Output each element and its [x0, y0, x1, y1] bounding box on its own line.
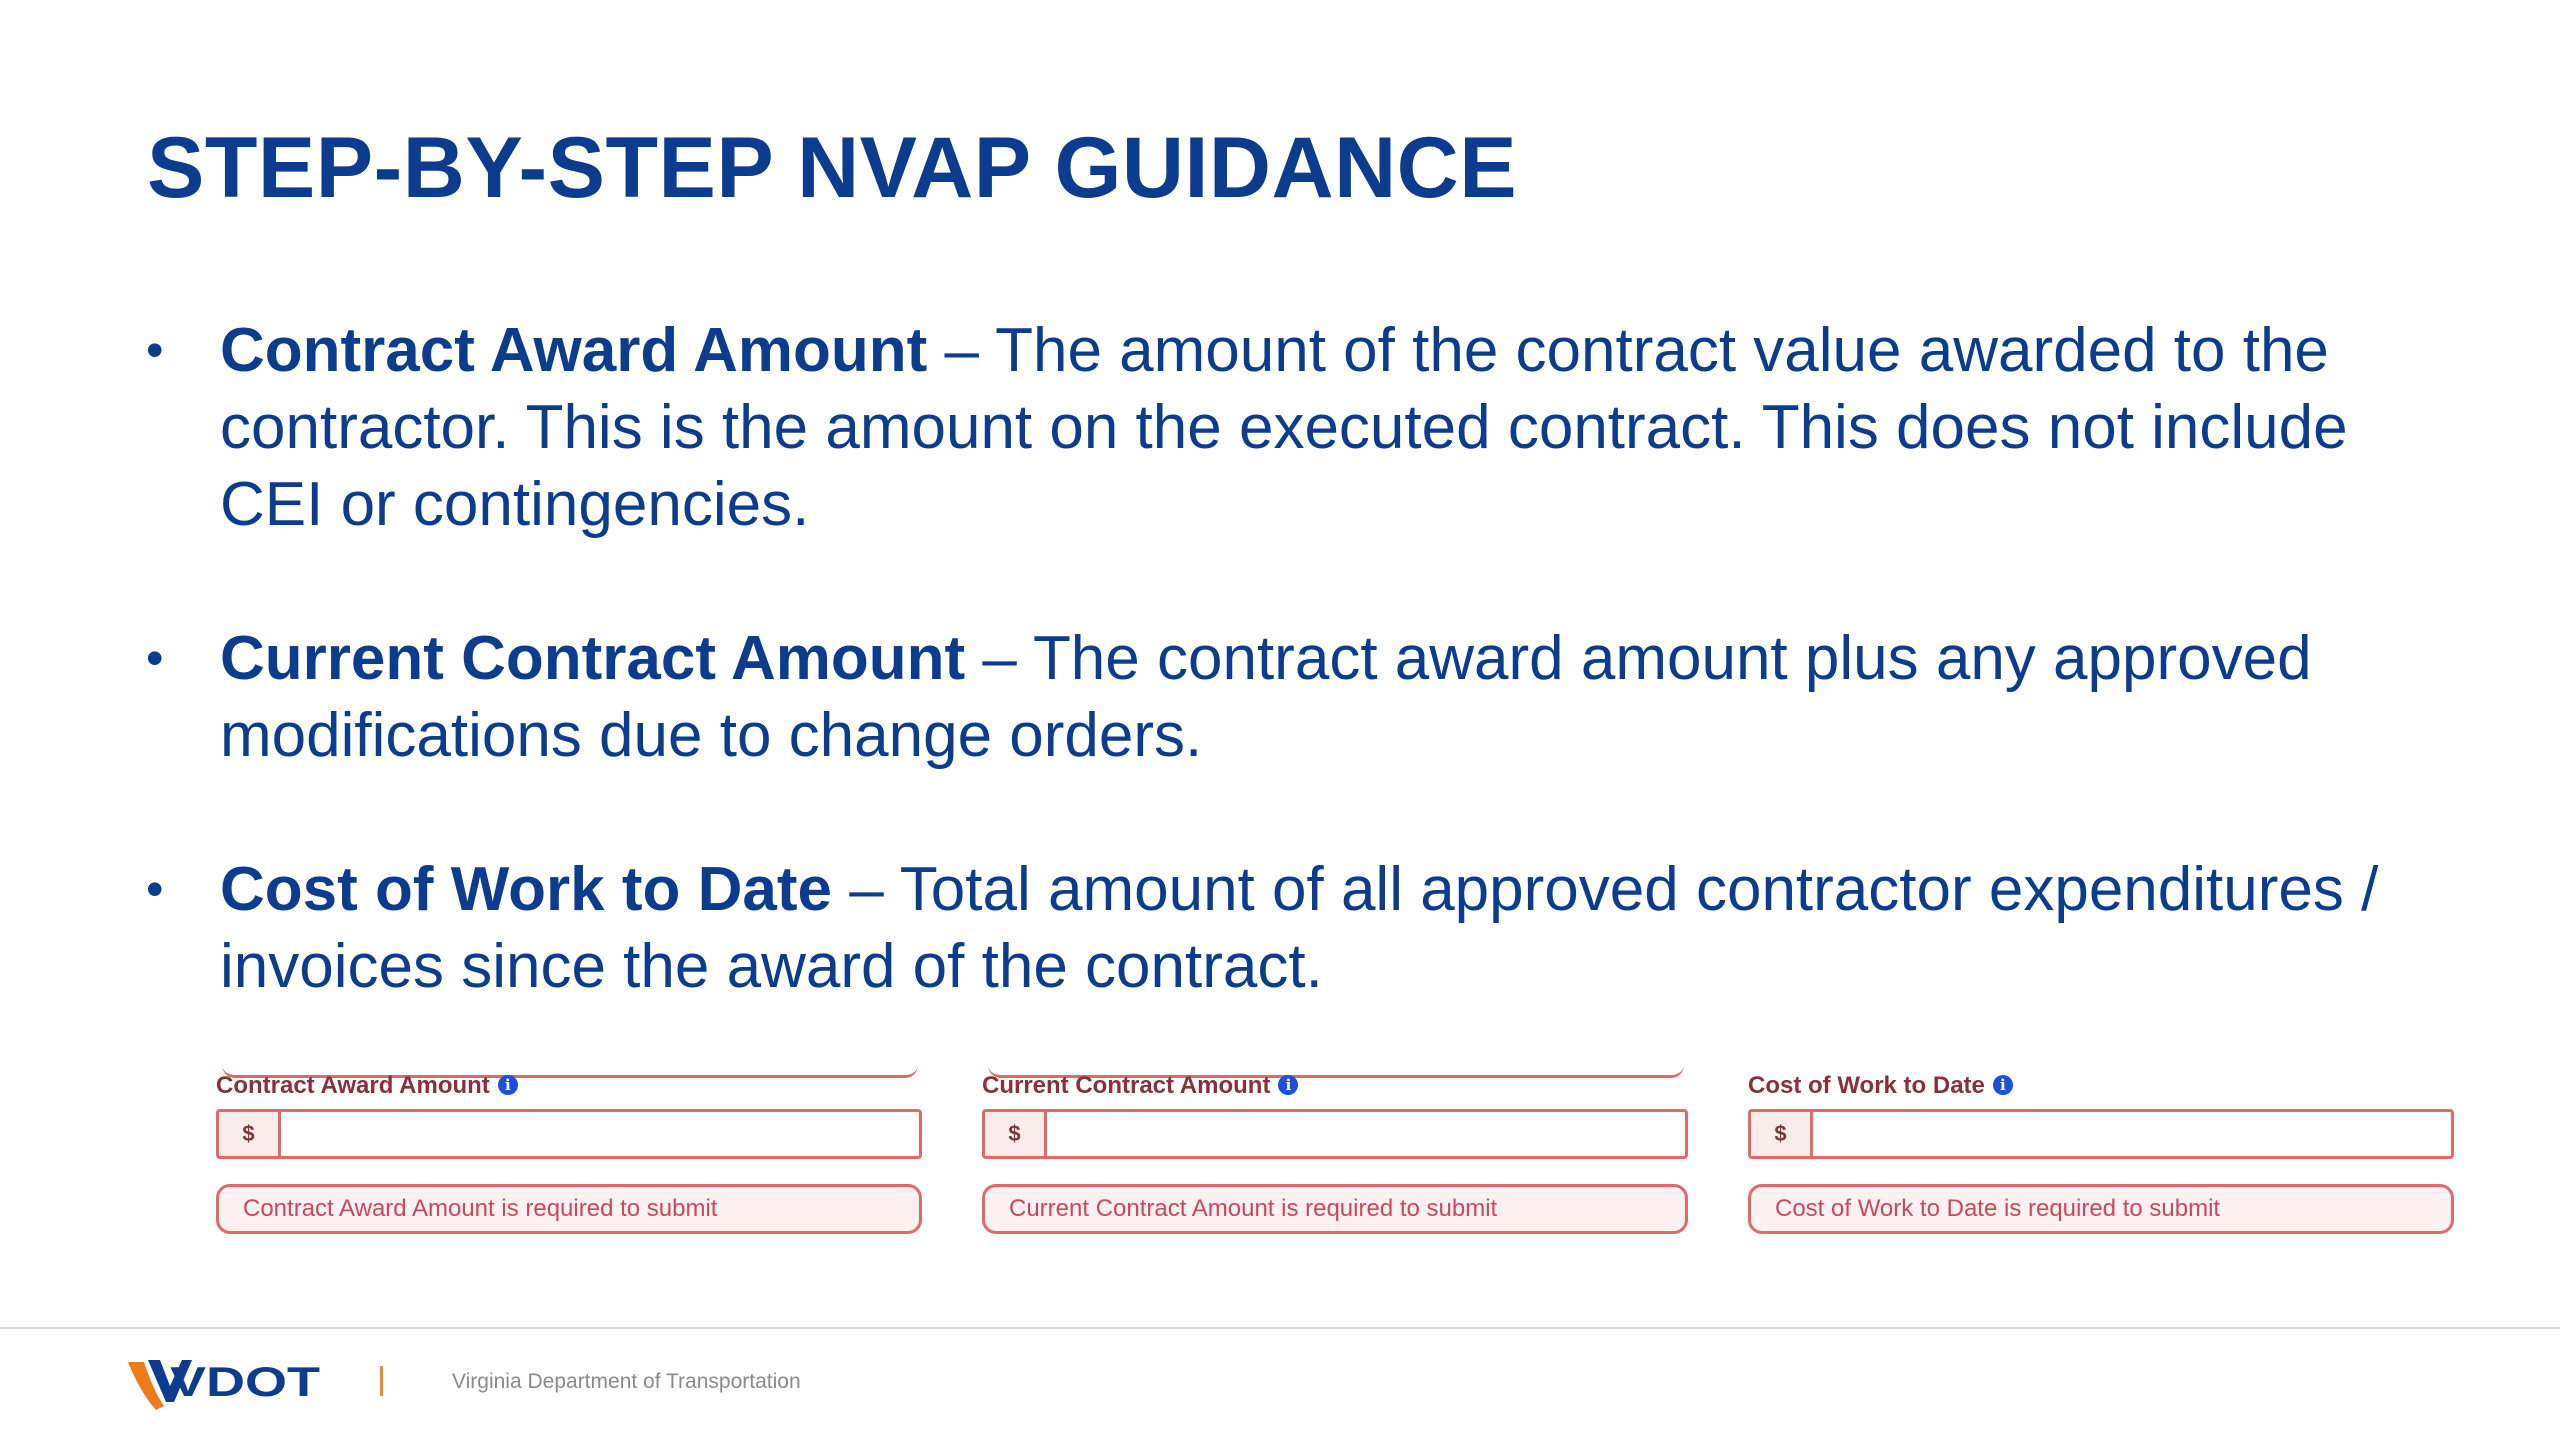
info-icon[interactable]: i [498, 1075, 518, 1095]
bullet-dot: • [146, 322, 164, 378]
field-label: Current Contract Amount i [982, 1072, 1298, 1100]
bullet-term: Contract Award Amount [220, 316, 928, 385]
bullet-description: – The contract award amount plus any approved modifications due to change orders. [220, 624, 2312, 770]
bullet-cost-of-work-to-date [146, 851, 2440, 1005]
vdot-logo [126, 1352, 326, 1412]
validation-error-message: Current Contract Amount is required to submit [982, 1184, 1688, 1234]
field-label: Cost of Work to Date i [1748, 1072, 2013, 1100]
dollar-prefix: $ [985, 1112, 1047, 1156]
bullet-current-contract-amount [146, 620, 2440, 774]
dollar-prefix: $ [1751, 1112, 1813, 1156]
current-contract-amount-input[interactable] [1047, 1112, 1685, 1156]
bullet-term: Cost of Work to Date [220, 855, 832, 924]
bullet-contract-award-amount [146, 312, 2440, 543]
info-icon[interactable]: i [1278, 1075, 1298, 1095]
dollar-prefix: $ [219, 1112, 281, 1156]
footer-divider [0, 1327, 2560, 1329]
bullet-dot: • [146, 630, 164, 686]
bullet-description: – Total amount of all approved contractor expenditures / invoices since the award of the contract. [220, 855, 2379, 1001]
bullet-description: – The amount of the contract value awarded to the contractor. This is the amount on the executed contract. This does not include CEI or contingencies. [220, 316, 2348, 539]
slide-title: STEP-BY-STEP NVAP GUIDANCE [147, 120, 1518, 216]
currency-input-group [216, 1109, 922, 1159]
field-label: Contract Award Amount i [216, 1072, 518, 1100]
bullet-term: Current Contract Amount [220, 624, 966, 693]
agency-name: Virginia Department of Transportation [452, 1370, 801, 1393]
contract-award-amount-input[interactable] [281, 1112, 919, 1156]
validation-error-message: Contract Award Amount is required to submit [216, 1184, 922, 1234]
vdot-logo-text: VDOT [170, 1358, 321, 1405]
cost-of-work-to-date-input[interactable] [1813, 1112, 2451, 1156]
currency-input-group [1748, 1109, 2454, 1159]
footer-pipe-divider [380, 1366, 383, 1396]
bullet-dot: • [146, 861, 164, 917]
form-screenshot-strip [0, 1060, 2560, 1250]
validation-error-message: Cost of Work to Date is required to submit [1748, 1184, 2454, 1234]
currency-input-group [982, 1109, 1688, 1159]
info-icon[interactable]: i [1993, 1075, 2013, 1095]
